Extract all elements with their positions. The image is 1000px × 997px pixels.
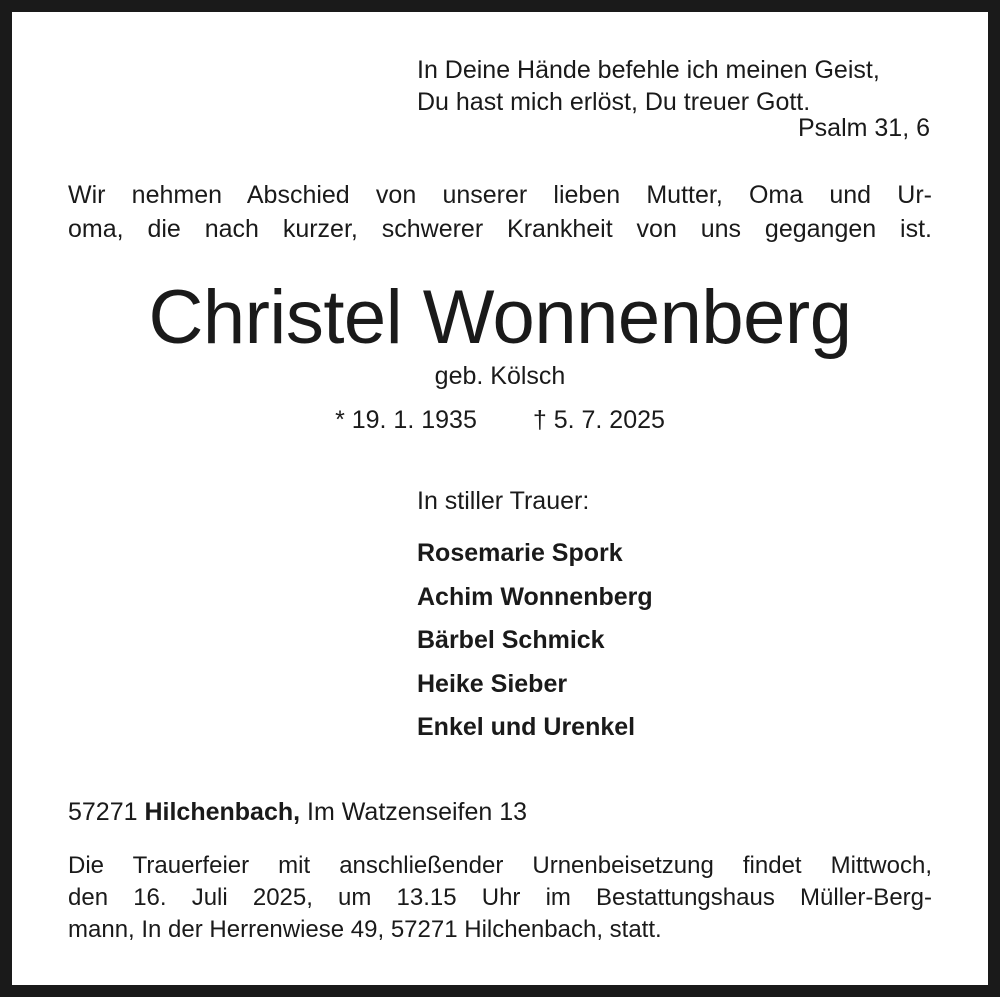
family-address xyxy=(68,798,527,827)
ceremony-notice xyxy=(68,850,932,946)
intro-line-1: Wir nehmen Abschied von unserer lieben Mutter, Oma und Ur- xyxy=(68,181,932,209)
address-street: Im Watzenseifen 13 xyxy=(307,798,528,826)
deceased-name: Christel Wonnenberg xyxy=(148,275,852,360)
mourners-list xyxy=(417,532,653,750)
mourner-name: Rosemarie Spork xyxy=(417,539,623,567)
ceremony-line-2: den 16. Juli 2025, um 13.15 Uhr im Bestattungshaus Müller-Berg- xyxy=(68,884,932,911)
life-dates xyxy=(0,406,1000,435)
mourner-name: Bärbel Schmick xyxy=(417,626,605,654)
mourner-name: Achim Wonnenberg xyxy=(417,582,653,611)
intro-text xyxy=(68,178,932,246)
verse-line-1: In Deine Hände befehle ich meinen Geist, xyxy=(417,56,880,84)
intro-line-2: oma, die nach kurzer, schwerer Krankheit von uns gegangen ist. xyxy=(68,215,932,243)
bible-verse xyxy=(417,54,880,118)
address-city: Hilchenbach, xyxy=(144,798,301,826)
birth-name: geb. Kölsch xyxy=(434,362,566,390)
death-date: † 5. 7. 2025 xyxy=(532,406,665,434)
mourner-name: Enkel und Urenkel xyxy=(417,713,636,741)
mourning-heading: In stiller Trauer: xyxy=(417,487,590,515)
address-postcode: 57271 xyxy=(68,798,138,826)
ceremony-line-3: mann, In der Herrenwiese 49, 57271 Hilchenbach, statt. xyxy=(68,916,662,943)
mourner-name: Heike Sieber xyxy=(417,669,568,698)
birth-date: * 19. 1. 1935 xyxy=(335,406,477,434)
verse-reference: Psalm 31, 6 xyxy=(797,114,930,142)
ceremony-line-1: Die Trauerfeier mit anschließender Urnenbeisetzung findet Mittwoch, xyxy=(68,852,932,879)
verse-line-2: Du hast mich erlöst, Du treuer Gott. xyxy=(417,88,811,116)
